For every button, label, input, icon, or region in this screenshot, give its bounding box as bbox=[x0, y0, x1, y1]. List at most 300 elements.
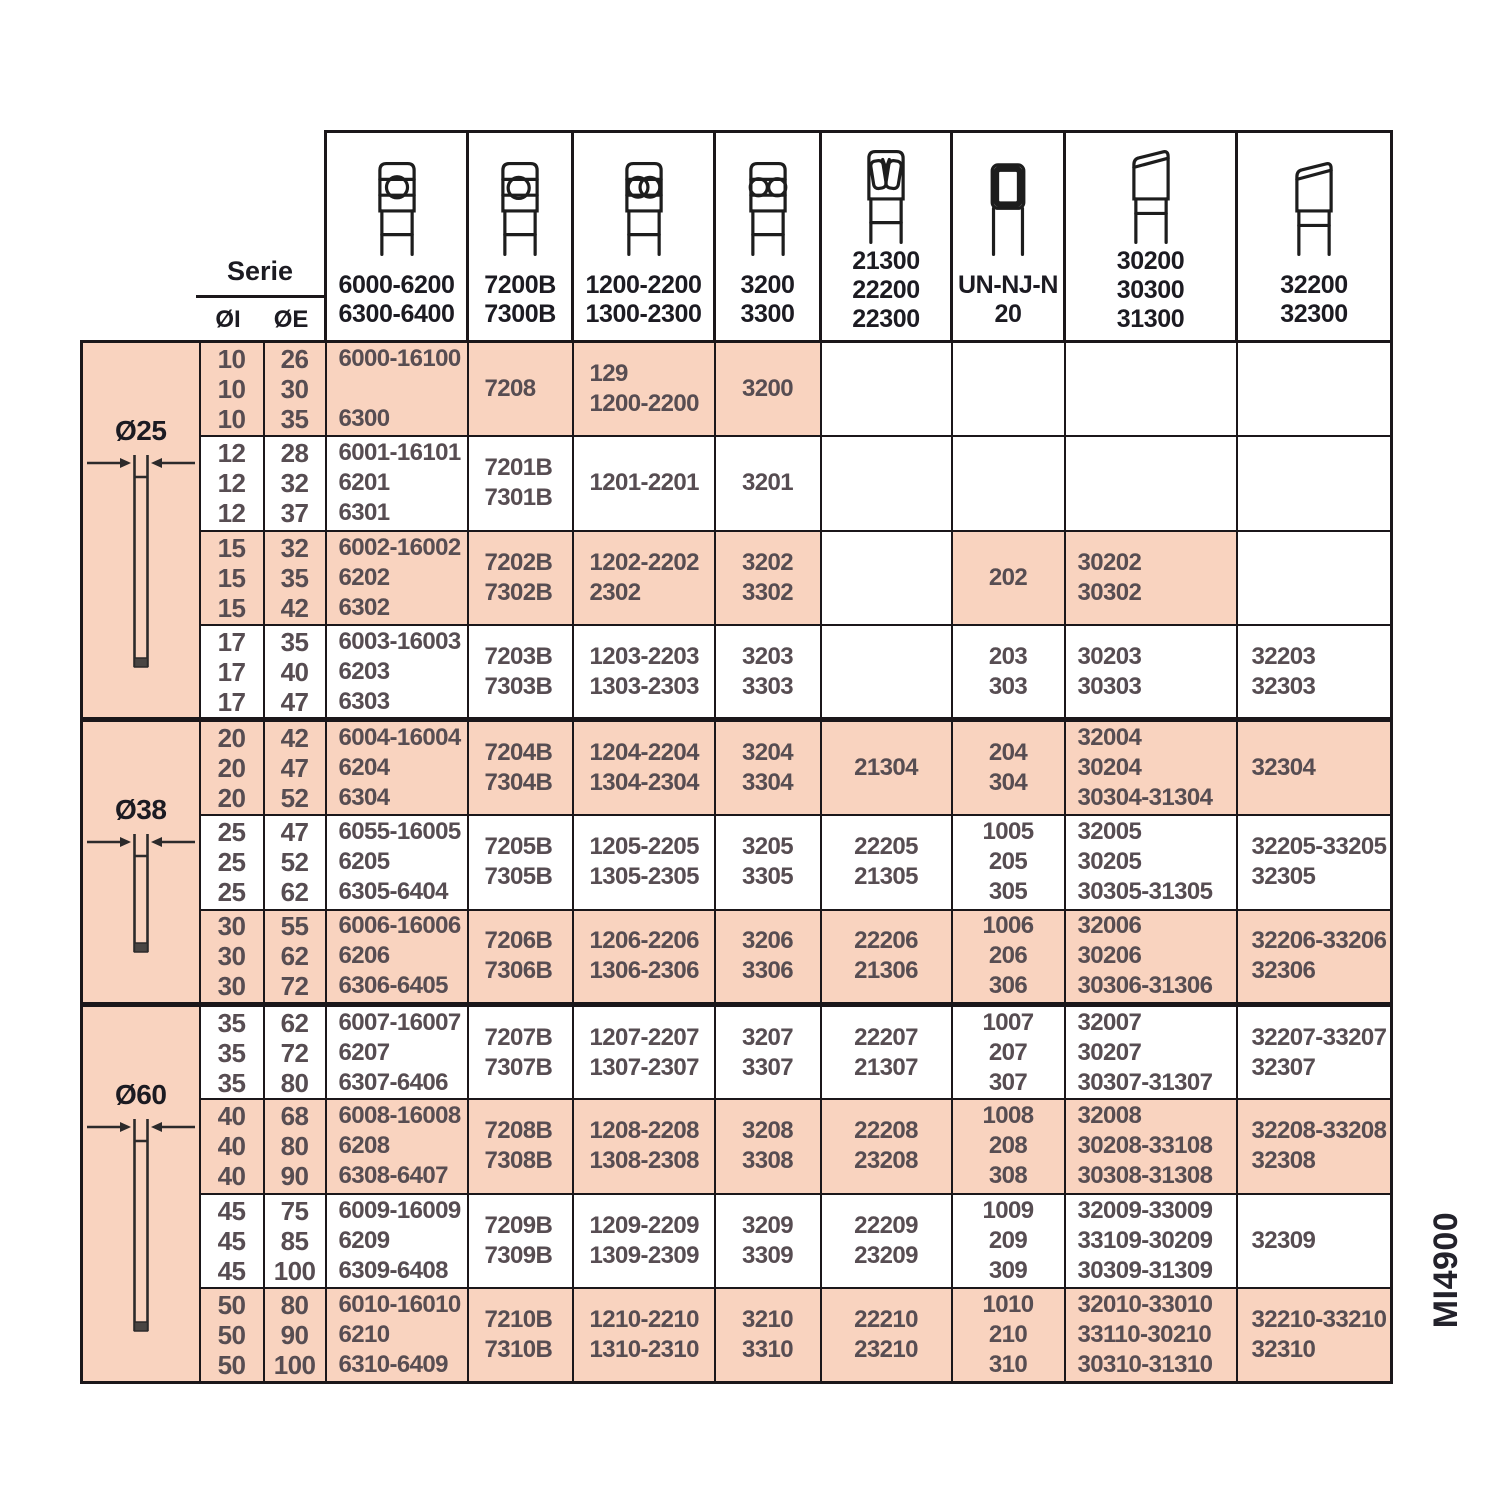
inner-diameter-cell bbox=[200, 436, 264, 531]
series-cell bbox=[715, 1288, 821, 1383]
cell-value: 7306B bbox=[484, 957, 553, 985]
cell-value: 7302B bbox=[484, 578, 553, 606]
cell-value: 26 bbox=[280, 344, 309, 374]
column-header-30200 bbox=[1065, 132, 1237, 342]
series-cell bbox=[1065, 1099, 1237, 1194]
cell-value: 62 bbox=[280, 877, 309, 907]
cell-value: 32 bbox=[280, 468, 309, 499]
series-cell bbox=[821, 1288, 952, 1383]
series-cell bbox=[1065, 910, 1237, 1005]
cell-value: 50 bbox=[217, 1320, 246, 1350]
cell-value: 7307B bbox=[484, 1053, 553, 1081]
cell-value: 22207 bbox=[854, 1023, 918, 1051]
cell-value: 100 bbox=[273, 1255, 316, 1286]
series-cell bbox=[821, 720, 952, 815]
series-cell bbox=[1237, 910, 1392, 1005]
series-cell bbox=[1065, 1288, 1237, 1383]
cell-value: 7310B bbox=[484, 1336, 553, 1363]
cell-value: 40 bbox=[217, 1161, 246, 1192]
cell-value: 20 bbox=[217, 722, 246, 753]
cell-value: 3209 bbox=[742, 1211, 794, 1239]
cell-value: 28 bbox=[280, 438, 309, 469]
column-header-3200 bbox=[715, 132, 821, 342]
series-cell bbox=[573, 910, 715, 1005]
cell-value: 1203-2203 bbox=[589, 642, 699, 670]
cell-value: 32006 bbox=[1077, 912, 1142, 940]
cell-value: 30207 bbox=[1077, 1038, 1142, 1066]
cell-value: 100 bbox=[273, 1350, 316, 1380]
cell-value: 6305-6404 bbox=[338, 878, 448, 905]
cell-value: 7305B bbox=[484, 863, 553, 890]
cell-value: 206 bbox=[988, 942, 1028, 970]
shaft-diagram bbox=[82, 451, 200, 717]
series-cell bbox=[326, 625, 468, 720]
series-cell bbox=[821, 1005, 952, 1100]
icon-wrap bbox=[735, 145, 801, 271]
cell-value: 72 bbox=[280, 1037, 309, 1068]
cell-value: 35 bbox=[217, 1067, 246, 1098]
cell-value: 32007 bbox=[1077, 1008, 1142, 1036]
cell-value: 22206 bbox=[854, 927, 918, 955]
cell-value: 32308 bbox=[1251, 1147, 1316, 1175]
document-code: MI4900 bbox=[1427, 1211, 1465, 1329]
cell-value: 6000-16100 bbox=[338, 345, 461, 372]
cell-value: 35 bbox=[280, 626, 309, 657]
cell-value: 32306 bbox=[1251, 957, 1316, 985]
series-cell bbox=[573, 1288, 715, 1383]
cell-value: 6208 bbox=[338, 1132, 390, 1160]
cell-value: 21305 bbox=[854, 863, 918, 890]
column-labels bbox=[741, 271, 795, 329]
cell-value: 3200 bbox=[742, 375, 794, 402]
shaft-group-cell-d60 bbox=[82, 1005, 200, 1383]
cell-value: 32207-33207 bbox=[1251, 1023, 1387, 1051]
cell-value: 309 bbox=[988, 1256, 1028, 1284]
series-cell bbox=[952, 815, 1065, 910]
cell-value: 1309-2309 bbox=[589, 1241, 699, 1269]
inner-diameter-cell bbox=[200, 1099, 264, 1194]
cell-value: 6308-6407 bbox=[338, 1162, 448, 1190]
series-cell bbox=[468, 720, 573, 815]
column-label: 7200B bbox=[484, 270, 556, 299]
cell-value: 32303 bbox=[1251, 672, 1316, 700]
table-row bbox=[82, 910, 1392, 1005]
series-cell bbox=[573, 1194, 715, 1289]
shaft-diameter-label: Ø60 bbox=[115, 1079, 167, 1110]
column-header-21300 bbox=[821, 132, 952, 342]
cell-value: 32005 bbox=[1077, 818, 1142, 845]
outer-diameter-cell bbox=[264, 625, 326, 720]
column-header-7200b bbox=[468, 132, 573, 342]
cell-value: 47 bbox=[280, 686, 309, 717]
cell-value: 80 bbox=[280, 1067, 309, 1098]
column-label: 6000-6200 bbox=[338, 270, 455, 299]
series-cell bbox=[573, 625, 715, 720]
cell-value: 75 bbox=[280, 1195, 309, 1226]
cell-value: 6209 bbox=[338, 1226, 390, 1254]
cell-value: 1303-2303 bbox=[589, 672, 699, 700]
series-cell bbox=[715, 910, 821, 1005]
cell-value: 30303 bbox=[1077, 672, 1142, 700]
cell-value: 7301B bbox=[484, 484, 553, 512]
cell-value: 6306-6405 bbox=[338, 972, 448, 1000]
icon-wrap bbox=[975, 145, 1041, 271]
inner-diameter-cell bbox=[200, 720, 264, 815]
serie-label: Serie bbox=[227, 256, 294, 286]
icon-wrap bbox=[364, 145, 430, 271]
series-cell bbox=[952, 1099, 1065, 1194]
taper-roller-icon bbox=[1118, 145, 1184, 247]
cell-value: 209 bbox=[988, 1226, 1028, 1254]
cell-value: 1202-2202 bbox=[589, 548, 699, 576]
cell-value: 21307 bbox=[854, 1053, 918, 1081]
cell-value: 42 bbox=[280, 592, 309, 623]
cell-value: 6007-16007 bbox=[338, 1008, 461, 1036]
cell-value: 3310 bbox=[742, 1336, 794, 1363]
cell-value: 17 bbox=[217, 686, 246, 717]
cell-value: 6205 bbox=[338, 848, 390, 875]
cell-value: 6003-16003 bbox=[338, 627, 461, 655]
cell-value: 32305 bbox=[1251, 863, 1316, 890]
diameter-labels bbox=[196, 298, 324, 334]
cell-value: 22208 bbox=[854, 1117, 918, 1145]
shaft-group-cell-d25 bbox=[82, 342, 200, 720]
cell-value: 207 bbox=[988, 1038, 1028, 1066]
cell-value: 55 bbox=[280, 911, 309, 942]
series-cell bbox=[326, 1005, 468, 1100]
series-cell bbox=[573, 342, 715, 437]
cell-value: 6304 bbox=[338, 783, 390, 811]
series-cell bbox=[468, 625, 573, 720]
series-cell bbox=[468, 910, 573, 1005]
cell-value: 25 bbox=[217, 847, 246, 877]
cell-value: 45 bbox=[217, 1225, 246, 1256]
cell-value: 35 bbox=[280, 404, 309, 434]
cell-value: 50 bbox=[217, 1290, 246, 1320]
cell-value: 30205 bbox=[1077, 848, 1142, 875]
inner-diameter-cell bbox=[200, 531, 264, 626]
series-cell bbox=[715, 1005, 821, 1100]
cell-value: 129 bbox=[589, 360, 628, 387]
cell-value: 47 bbox=[280, 817, 309, 847]
cell-value: 80 bbox=[280, 1290, 309, 1320]
series-cell bbox=[821, 910, 952, 1005]
series-cell bbox=[952, 625, 1065, 720]
cell-value: 25 bbox=[217, 817, 246, 847]
cell-value: 7304B bbox=[484, 768, 553, 796]
cell-value: 32310 bbox=[1251, 1336, 1316, 1363]
cell-value: 1007 bbox=[982, 1008, 1034, 1036]
cell-value: 6010-16010 bbox=[338, 1291, 461, 1318]
series-cell bbox=[1065, 1194, 1237, 1289]
cell-value: 3207 bbox=[742, 1023, 794, 1051]
cell-value: 32210-33210 bbox=[1251, 1306, 1387, 1333]
series-cell bbox=[715, 815, 821, 910]
cell-value: 32208-33208 bbox=[1251, 1117, 1387, 1145]
cell-value bbox=[327, 374, 467, 404]
column-label: 20 bbox=[994, 299, 1022, 328]
cell-value: 3309 bbox=[742, 1241, 794, 1269]
inner-diameter-cell bbox=[200, 1288, 264, 1383]
cell-value: 45 bbox=[217, 1195, 246, 1226]
cell-value: 6307-6406 bbox=[338, 1068, 448, 1096]
column-labels bbox=[1280, 271, 1348, 329]
cell-value: 3307 bbox=[742, 1053, 794, 1081]
table-row bbox=[82, 342, 1392, 437]
cell-value: 1208-2208 bbox=[589, 1117, 699, 1145]
cell-value: 30 bbox=[217, 911, 246, 942]
column-label: 30300 bbox=[1116, 275, 1185, 304]
cell-value: 1008 bbox=[982, 1102, 1034, 1130]
cell-value: 6210 bbox=[338, 1321, 390, 1348]
cell-value: 22210 bbox=[854, 1306, 918, 1333]
cell-value: 6204 bbox=[338, 753, 390, 781]
series-cell bbox=[326, 910, 468, 1005]
header-row bbox=[82, 132, 1392, 342]
outer-diameter-cell bbox=[264, 1005, 326, 1100]
series-cell bbox=[1065, 531, 1237, 626]
series-cell bbox=[952, 1288, 1065, 1383]
cell-value: 3304 bbox=[742, 768, 794, 796]
cell-value: 7209B bbox=[484, 1211, 553, 1239]
cell-value: 52 bbox=[280, 847, 309, 877]
cell-value: 10 bbox=[217, 344, 246, 374]
double-row-ball-icon bbox=[735, 157, 801, 259]
series-cell bbox=[1065, 436, 1237, 531]
column-labels bbox=[339, 271, 455, 329]
cell-value: 35 bbox=[217, 1037, 246, 1068]
series-cell bbox=[468, 342, 573, 437]
table-row bbox=[82, 1288, 1392, 1383]
series-cell bbox=[715, 1099, 821, 1194]
cell-value: 33110-30210 bbox=[1077, 1321, 1212, 1348]
column-label: 32200 bbox=[1280, 270, 1348, 299]
cell-value: 1306-2306 bbox=[589, 957, 699, 985]
series-cell bbox=[821, 531, 952, 626]
cell-value: 30 bbox=[280, 374, 309, 404]
cell-value: 3308 bbox=[742, 1147, 794, 1175]
serie-block bbox=[196, 256, 324, 340]
series-cell bbox=[1065, 815, 1237, 910]
icon-wrap bbox=[1118, 145, 1184, 247]
column-labels bbox=[1117, 247, 1185, 334]
series-cell bbox=[468, 436, 573, 531]
series-cell bbox=[326, 815, 468, 910]
serie-header-cell bbox=[82, 132, 326, 342]
cell-value: 12 bbox=[217, 438, 246, 469]
cell-value: 308 bbox=[988, 1162, 1028, 1190]
cell-value: 310 bbox=[988, 1351, 1028, 1378]
series-cell bbox=[573, 1099, 715, 1194]
column-header-32200 bbox=[1237, 132, 1392, 342]
cell-value: 30203 bbox=[1077, 642, 1142, 670]
series-cell bbox=[952, 720, 1065, 815]
shaft-diameter-label: Ø25 bbox=[115, 415, 167, 446]
cell-value: 30206 bbox=[1077, 942, 1142, 970]
series-cell bbox=[952, 1005, 1065, 1100]
cell-value: 62 bbox=[280, 1007, 309, 1038]
column-label: 6300-6400 bbox=[338, 299, 455, 328]
cell-value: 1205-2205 bbox=[589, 833, 699, 860]
table-row bbox=[82, 1099, 1392, 1194]
cell-value: 3201 bbox=[742, 469, 794, 497]
column-label: 31300 bbox=[1116, 304, 1185, 333]
series-cell bbox=[468, 1005, 573, 1100]
column-label: 22300 bbox=[852, 304, 920, 333]
series-cell bbox=[1237, 720, 1392, 815]
cell-value: 40 bbox=[217, 1131, 246, 1162]
self-aligning-ball-icon bbox=[611, 157, 677, 259]
column-label: 3300 bbox=[740, 299, 795, 328]
series-cell bbox=[715, 531, 821, 626]
shaft-group-cell-d38 bbox=[82, 720, 200, 1005]
series-cell bbox=[326, 1194, 468, 1289]
column-label: 21300 bbox=[852, 246, 920, 275]
icon-wrap bbox=[611, 145, 677, 271]
cell-value: 3303 bbox=[742, 672, 794, 700]
table-row bbox=[82, 625, 1392, 720]
cell-value: 30310-31310 bbox=[1077, 1351, 1213, 1378]
icon-wrap bbox=[1281, 145, 1347, 271]
cell-value: 33109-30209 bbox=[1077, 1226, 1213, 1254]
cell-value: 7205B bbox=[484, 833, 553, 860]
inner-diameter-cell bbox=[200, 1194, 264, 1289]
cell-value: 6302 bbox=[338, 593, 390, 621]
spherical-roller-icon bbox=[853, 145, 919, 247]
cell-value: 25 bbox=[217, 877, 246, 907]
series-cell bbox=[1237, 1288, 1392, 1383]
cell-value: 1305-2305 bbox=[589, 863, 699, 890]
cell-value: 1005 bbox=[982, 818, 1034, 845]
cell-value: 1207-2207 bbox=[589, 1023, 699, 1051]
cell-value: 6201 bbox=[338, 469, 390, 497]
cell-value: 50 bbox=[217, 1350, 246, 1380]
series-cell bbox=[1065, 342, 1237, 437]
cell-value: 30 bbox=[217, 941, 246, 972]
column-label: 3200 bbox=[740, 270, 795, 299]
icon-wrap bbox=[487, 145, 553, 271]
cell-value: 7201B bbox=[484, 454, 553, 482]
cell-value: 305 bbox=[988, 878, 1028, 905]
cell-value: 6009-16009 bbox=[338, 1196, 461, 1224]
cell-value: 205 bbox=[988, 848, 1028, 875]
column-labels bbox=[958, 271, 1058, 329]
series-cell bbox=[1237, 531, 1392, 626]
inner-diameter-cell bbox=[200, 1005, 264, 1100]
column-label: 22200 bbox=[852, 275, 920, 304]
cell-value: 1206-2206 bbox=[589, 927, 699, 955]
series-cell bbox=[952, 910, 1065, 1005]
cell-value: 1307-2307 bbox=[589, 1053, 699, 1081]
cell-value: 30304-31304 bbox=[1077, 783, 1213, 811]
shaft-diameter-label: Ø38 bbox=[115, 794, 167, 825]
series-cell bbox=[715, 720, 821, 815]
cell-value: 307 bbox=[988, 1068, 1028, 1096]
outer-diameter-cell bbox=[264, 1288, 326, 1383]
outer-diameter-cell bbox=[264, 531, 326, 626]
cell-value: 208 bbox=[988, 1132, 1028, 1160]
inner-diameter-cell bbox=[200, 625, 264, 720]
table-row bbox=[82, 436, 1392, 531]
table-row bbox=[82, 720, 1392, 815]
series-cell bbox=[1065, 625, 1237, 720]
cell-value: 7208 bbox=[484, 375, 536, 402]
cell-value: 30 bbox=[217, 971, 246, 1002]
cell-value: 45 bbox=[217, 1255, 246, 1286]
cell-value: 6001-16101 bbox=[338, 439, 461, 467]
cell-value: 30308-31308 bbox=[1077, 1162, 1213, 1190]
cell-value: 32304 bbox=[1251, 753, 1316, 781]
cell-value: 6202 bbox=[338, 563, 390, 591]
series-cell bbox=[715, 1194, 821, 1289]
table-row bbox=[82, 531, 1392, 626]
series-cell bbox=[1237, 342, 1392, 437]
cell-value: 6006-16006 bbox=[338, 912, 461, 940]
column-header-6000-6200 bbox=[326, 132, 468, 342]
cell-value: 7202B bbox=[484, 548, 553, 576]
cell-value: 37 bbox=[280, 498, 309, 529]
column-labels bbox=[852, 247, 920, 334]
cell-value: 7303B bbox=[484, 672, 553, 700]
outer-diameter-cell bbox=[264, 1099, 326, 1194]
cell-value: 15 bbox=[217, 532, 246, 563]
series-cell bbox=[468, 531, 573, 626]
cell-value: 20 bbox=[217, 752, 246, 783]
cell-value: 306 bbox=[988, 972, 1028, 1000]
cell-value: 12 bbox=[217, 468, 246, 499]
cell-value: 1006 bbox=[982, 912, 1034, 940]
column-label: 30200 bbox=[1116, 246, 1185, 275]
cell-value: 32206-33206 bbox=[1251, 927, 1387, 955]
cell-value: 1210-2210 bbox=[589, 1306, 699, 1333]
cell-value: 23210 bbox=[854, 1336, 918, 1363]
outer-diameter-cell bbox=[264, 1194, 326, 1289]
cell-value: 32307 bbox=[1251, 1053, 1316, 1081]
series-cell bbox=[1237, 1099, 1392, 1194]
table-row bbox=[82, 1194, 1392, 1289]
cell-value: 1009 bbox=[982, 1196, 1034, 1224]
cell-value: 30307-31307 bbox=[1077, 1068, 1213, 1096]
cell-value: 32009-33009 bbox=[1077, 1196, 1213, 1224]
angular-contact-ball-icon bbox=[487, 157, 553, 259]
inner-diameter-cell bbox=[200, 815, 264, 910]
cell-value: 7308B bbox=[484, 1147, 553, 1175]
cell-value: 12 bbox=[217, 498, 246, 529]
series-cell bbox=[573, 720, 715, 815]
cell-value: 6301 bbox=[338, 499, 390, 527]
series-cell bbox=[326, 342, 468, 437]
cell-value: 6207 bbox=[338, 1038, 390, 1066]
outer-diameter-cell bbox=[264, 815, 326, 910]
series-cell bbox=[821, 436, 952, 531]
cell-value: 6055-16005 bbox=[338, 818, 461, 845]
cell-value: 40 bbox=[217, 1101, 246, 1132]
cell-value: 1010 bbox=[982, 1291, 1034, 1318]
cell-value: 304 bbox=[988, 768, 1028, 796]
cell-value: 68 bbox=[280, 1101, 309, 1132]
column-label: 7300B bbox=[484, 299, 556, 328]
series-cell bbox=[326, 720, 468, 815]
series-cell bbox=[573, 436, 715, 531]
cell-value: 30309-31309 bbox=[1077, 1256, 1213, 1284]
column-label: 32300 bbox=[1280, 299, 1348, 328]
cell-value: 40 bbox=[280, 656, 309, 687]
column-labels bbox=[484, 271, 556, 329]
cell-value: 3306 bbox=[742, 957, 794, 985]
column-header-un-nj-n bbox=[952, 132, 1065, 342]
column-label: 1300-2300 bbox=[585, 299, 702, 328]
shaft-diagram bbox=[82, 1115, 200, 1381]
